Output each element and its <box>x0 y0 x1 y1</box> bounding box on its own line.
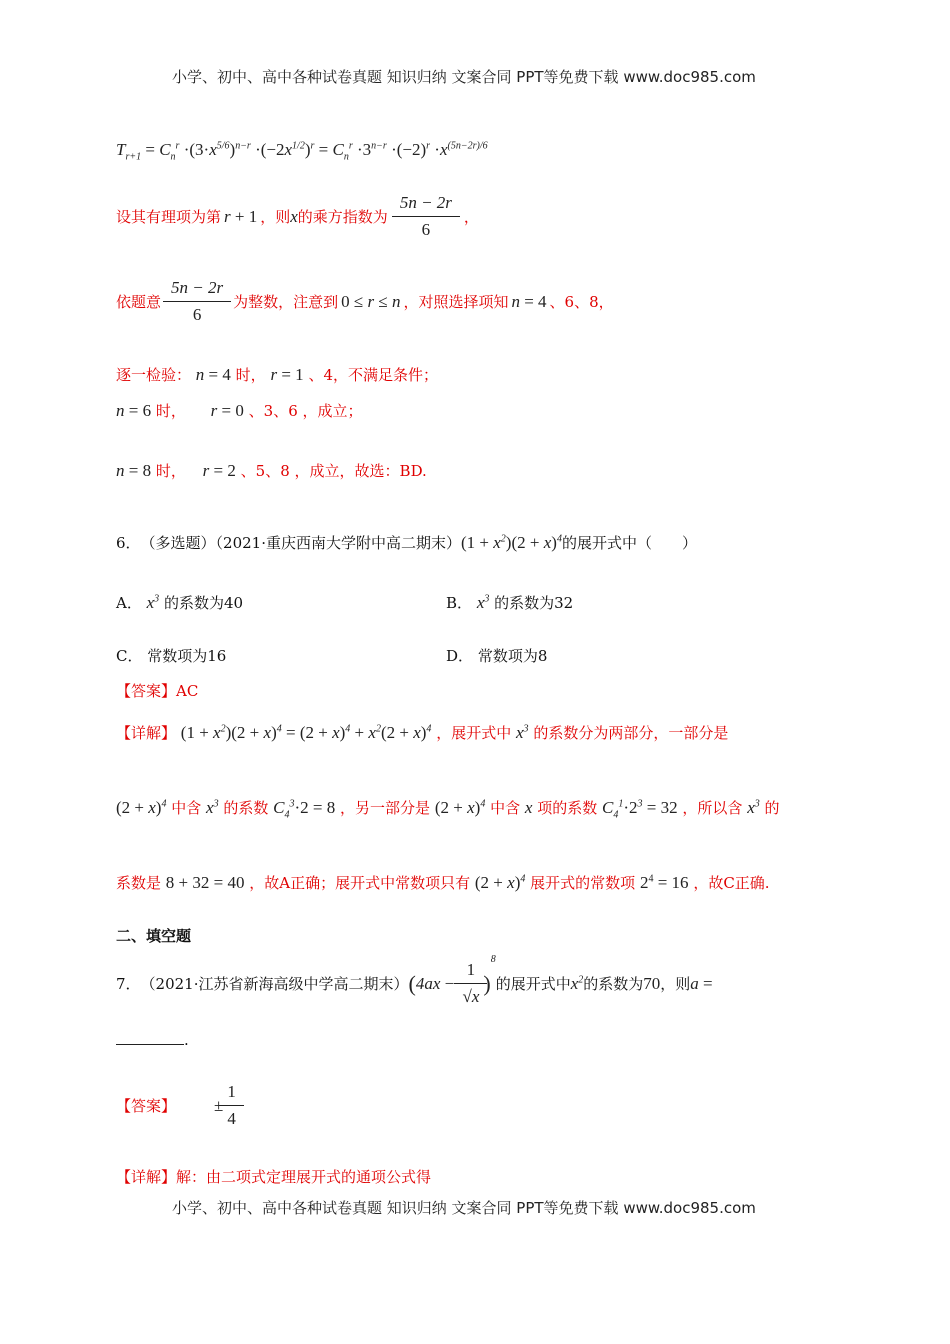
detail-text: 解：由二项式定理展开式的通项公式得 <box>176 1168 432 1186</box>
text-segment: 中含 <box>490 799 521 817</box>
math-x3: $x^3$ <box>146 593 160 612</box>
question-number: 7． <box>116 975 141 993</box>
text-segment: 设其有理项为第 <box>116 208 222 226</box>
math-r-1: r = 1 <box>270 365 304 384</box>
text-segment: ，故A正确；展开式中常数项只有 <box>249 874 471 892</box>
option-c[interactable] <box>116 645 226 666</box>
text-segment: 中含 <box>171 799 202 817</box>
solution-line-3 <box>116 364 438 385</box>
question-number: 6． <box>116 534 141 552</box>
text-segment: ，则 <box>260 208 291 226</box>
text-segment: 、3、6 <box>248 402 298 420</box>
text-segment: ，成立； <box>302 402 363 420</box>
math-answer-pm-quarter: ± $\frac{1}{4}$ <box>214 1082 240 1129</box>
text-segment: ，对照选择项知 <box>403 293 509 311</box>
math-expression: $(1 + x^2)(2 + x)^4$ <box>461 532 562 552</box>
math-n-6: n = 6 <box>116 401 152 420</box>
math-binomial: $(2 + x)^4$ <box>434 798 486 817</box>
solution-line-5 <box>116 460 427 481</box>
answer-blank[interactable] <box>116 1030 184 1045</box>
text-segment: 的系数 <box>223 799 269 817</box>
math-range: 0 ≤ r ≤ n <box>341 291 401 311</box>
math-2pow4: $2^4 = 16$ <box>639 873 689 892</box>
math-x: x <box>290 206 298 226</box>
math-x3: $x^3$ <box>206 798 219 817</box>
text-segment: ，则 <box>660 975 691 993</box>
text-segment: ，成立，故选：BD. <box>294 462 427 480</box>
q7-detail-line <box>116 1166 431 1187</box>
option-text: 常数项为16 <box>147 647 227 665</box>
text-segment: 的系数为 <box>583 975 644 993</box>
option-d[interactable] <box>446 645 547 666</box>
text-segment: . <box>184 1031 189 1049</box>
text-segment: 、5、8 <box>240 462 290 480</box>
math-r-plus-1: r + 1 <box>224 206 258 226</box>
question-source: （2021·江苏省新海高级中学高二期末） <box>140 975 409 993</box>
question-source: （多选题）（2021·重庆西南大学附中高二期末） <box>140 534 461 552</box>
fraction-exponent: $\frac{5n - 2r}{6}$ <box>167 278 227 325</box>
math-binomial: $(2 + x)^4$ <box>116 798 167 817</box>
math-c41: $C_4^1\cdot 2^3 = 32$ <box>602 798 678 821</box>
solution-line-2 <box>116 278 614 325</box>
text-segment: 的系数分为两部分，一部分是 <box>533 724 729 742</box>
q7-answer-line <box>116 1082 240 1129</box>
answer-value: AC <box>176 682 199 700</box>
math-x3: $x^3$ <box>515 723 529 742</box>
detail-line-1 <box>116 722 728 743</box>
question-7-stem <box>116 954 713 1007</box>
math-x3: $x^3$ <box>747 798 760 817</box>
math-n-8: n = 8 <box>116 461 152 480</box>
text-segment: 的展开式中（ ） <box>561 534 697 552</box>
option-a[interactable] <box>116 592 243 613</box>
math-value-70: 70 <box>643 973 661 993</box>
answer-blank-line <box>116 1030 189 1049</box>
option-text: 的系数为40 <box>163 594 244 612</box>
math-x3: $x^3$ <box>476 593 490 612</box>
text-segment: ，故C正确. <box>693 874 770 892</box>
text-segment: 时， <box>155 462 186 480</box>
option-label: A． <box>116 594 142 612</box>
option-label: C． <box>116 647 143 665</box>
solution-line-4 <box>116 400 363 421</box>
math-sum: 8 + 32 = 40 <box>165 873 245 892</box>
text-segment: 为整数，注意到 <box>233 293 339 311</box>
text-segment: 系数是 <box>116 874 162 892</box>
text-segment: 的展开式中 <box>495 975 571 993</box>
answer-line <box>116 680 198 701</box>
answer-label: 【答案】 <box>116 1097 177 1115</box>
text-segment: 展开式的常数项 <box>530 874 636 892</box>
option-label: B． <box>446 594 473 612</box>
general-term-formula: $T_{r+1} = C_n^r \cdot(3\cdot x^{5/6})^{n-r} \cdot(-2x^{1/2})^r = C_n^r \cdot 3^{n-r} \cdot(-2)^r \cdot x^{(5n-2r)/6}$ <box>116 140 488 163</box>
section-title: 二、填空题 <box>116 927 192 945</box>
text-segment: 时， <box>235 366 266 384</box>
solution-line-1 <box>116 193 479 240</box>
detail-line-3 <box>116 872 770 893</box>
option-label: D． <box>446 647 474 665</box>
fraction-exponent: $\frac{5n - 2r}{6}$ <box>396 193 456 240</box>
math-binomial-q7: ( 4ax − $\frac{1}{√x}$ ) 8 <box>408 954 496 1006</box>
page-footer: 小学、初中、高中各种试卷真题 知识归纳 文案合同 PPT等免费下载 www.doc985.com <box>172 1199 756 1217</box>
text-segment: ， <box>463 208 479 226</box>
option-text: 的系数为32 <box>494 594 574 612</box>
math-a: a = <box>690 973 713 993</box>
page-header: 小学、初中、高中各种试卷真题 知识归纳 文案合同 PPT等免费下载 www.doc985.com <box>172 68 756 86</box>
math-c43: $C_4^3\cdot 2 = 8$ <box>273 798 336 821</box>
detail-label: 【详解】 <box>116 1168 177 1186</box>
text-segment: 、4，不满足条件； <box>308 366 439 384</box>
math-n-4: n = 4 <box>195 365 231 384</box>
detail-label: 【详解】 <box>116 724 177 742</box>
math-expansion: $(1 + x^2)(2 + x)^4 = (2 + x)^4 + x^2(2 + x)^4$ <box>180 723 432 742</box>
math-r-0: r = 0 <box>210 401 244 420</box>
text-segment: 逐一检验： <box>116 366 192 384</box>
option-text: 常数项为8 <box>477 647 548 665</box>
option-b[interactable] <box>446 592 573 613</box>
text-segment: 时， <box>155 402 186 420</box>
detail-line-2 <box>116 797 780 821</box>
text-segment: 的 <box>764 799 780 817</box>
math-binomial: $(2 + x)^4$ <box>474 873 526 892</box>
math-r-2: r = 2 <box>202 461 236 480</box>
text-segment: 项的系数 <box>537 799 598 817</box>
text-segment: ，另一部分是 <box>340 799 431 817</box>
text-segment: ，所以含 <box>682 799 743 817</box>
text-segment: 的乘方指数为 <box>297 208 388 226</box>
math-n-4: n = 4 <box>511 291 547 311</box>
answer-label: 【答案】 <box>116 682 177 700</box>
text-segment: 依题意 <box>116 293 162 311</box>
math-x2: $x^2$ <box>570 973 584 993</box>
question-6-stem <box>116 532 697 553</box>
math-x: x <box>524 798 533 817</box>
text-segment: 、6、8， <box>549 293 614 311</box>
text-segment: ，展开式中 <box>436 724 512 742</box>
